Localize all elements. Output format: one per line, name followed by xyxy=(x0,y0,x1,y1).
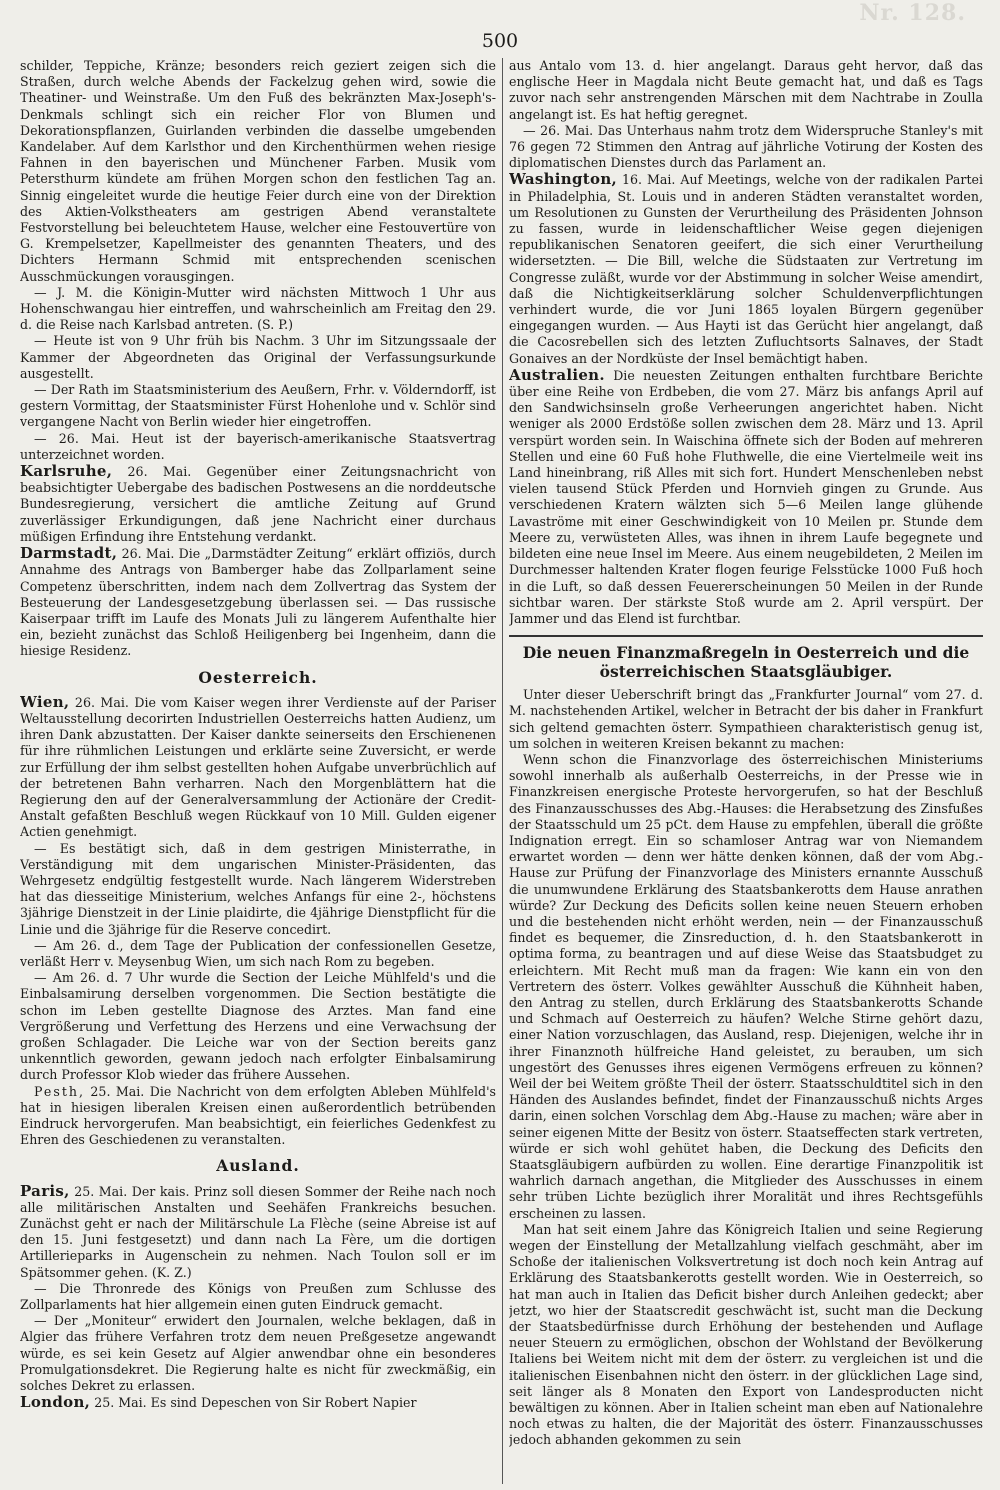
dispatch-wien xyxy=(20,694,496,841)
dispatch-text: 25. Mai. Der kais. Prinz soll diesen Sommer der Reihe nach noch alle militärischen Anstalten und Seehäfen Frankreichs besuchen. Zunächst geht er nach der Militärschule La Flèche (seine Abreise ist auf den 15. Juni festgesetzt) und dann nach La Fère, um die dortigen Artillerieparks in Augenschein zu nehmen. Nach Toulon soll er im Spätsommer gehen. (K. Z.) xyxy=(20,1183,496,1280)
dispatch-darmstadt xyxy=(20,545,496,659)
bleed-through-header: Nr. 128. xyxy=(859,0,966,26)
paragraph: — 26. Mai. Das Unterhaus nahm trotz dem Widerspruche Stanley's mit 76 gegen 72 Stimmen den Antrag auf jährliche Votirung der Kosten des diplomatischen Dienstes durch das Parlament an. xyxy=(509,122,983,171)
paragraph: Wenn schon die Finanzvorlage des österreichischen Ministeriums sowohl innerhalb als außerhalb Oesterreichs, in der Presse wie in Finanzkreisen energische Proteste hervorgerufen, so hat der Beschluß des Finanzausschusses des Abg.-Hauses: die Herabsetzung des Zinsfußes der Staatsschuld um 25 pCt. dem Hause zu empfehlen, überall die größte Indignation erregt. Ein so schamloser Antrag war von Niemandem erwartet worden — denn wer hätte denken können, daß der vom Abg.-Hause zur Prüfung der Finanzvorlage des Ministers ernannte Ausschuß die unumwundene Erklärung des Staatsbankerotts dem Hause anrathen würde? Zur Deckung des Deficits sollen keine neuen Steuern erhoben und die bestehenden nicht erhöht werden, nein — der Finanzausschuß findet es bequemer, die Zinsreduction, d. h. den Staatsbankerott in optima forma, zu beantragen und auf diese Weise das Staatsbudget zu erleichtern. Mit Recht muß man da fragen: Wie kann ein von den Vertretern des österr. Volkes gewählter Ausschuß die Kühnheit haben, den Antrag zu stellen, durch Erklärung des Staatsbankerotts Schande und Schmach auf Oesterreich zu häufen? Welche Stirne gehört dazu, einer Nation vorzuschlagen, das Ausland, resp. Diejenigen, welche ihr in ihrer Finanznoth hülfreiche Hand geleistet, zu berauben, um sich ungestört des Genusses ihres eigenen Vermögens erfreuen zu können? Weil der bei Weitem größte Theil der österr. Staatsschuldtitel sich in den Händen des Auslandes befindet, findet der Finanzausschuß nichts Arges darin, einen solchen Vorschlag dem Abg.-Hause zu machen; wäre aber in seiner eigenen Mitte der Besitz von österr. Staatseffecten stark vertreten, würde er sich wohl gehütet haben, die Deckung des Deficits den Staatsgläubigern aufbürden zu wollen. Eine derartige Finanzpolitik ist wahrlich darnach angethan, die Mitglieder des Ausschusses in einem sehr trüben Lichte bezüglich ihrer Moralität und ihres Rechtsgefühls erscheinen zu lassen. xyxy=(509,751,983,1221)
paragraph: — Am 26. d., dem Tage der Publication der confessionellen Gesetze, verläßt Herr v. Meysenbug Wien, um sich nach Rom zu begeben. xyxy=(20,937,496,969)
paragraph: — Die Thronrede des Königs von Preußen zum Schlusse des Zollparlaments hat hier allgemein einen guten Eindruck gemacht. xyxy=(20,1280,496,1313)
dateline-place: Australien. xyxy=(509,365,605,384)
dateline-place: Wien, xyxy=(20,692,70,711)
left-column xyxy=(20,58,496,1484)
column-rule xyxy=(502,58,503,1484)
dispatch-text: 25. Mai. Die Nachricht von dem erfolgten Ableben Mühlfeld's hat in hiesigen liberalen Kreisen einen außerordentlich betrübenden Eindruck hervorgerufen. Man beabsichtigt, ein feierliches Gedenkfest zu Ehren des Geschiedenen zu veranstalten. xyxy=(20,1083,496,1148)
paragraph: — 26. Mai. Heut ist der bayerisch-amerikanische Staatsvertrag unterzeichnet worden. xyxy=(20,430,496,462)
dateline-place: Washington, xyxy=(509,170,618,189)
paragraph: — Der „Moniteur“ erwidert den Journalen, welche beklagen, daß in Algier das frühere Verfahren trotz dem neuen Preßgesetze angewandt würde, es sei kein Gesetz auf Algier anwendbar ohne ein besonderes Promulgationsdekret. Die Regierung halte es nicht für zweckmäßig, ein solches Dekret zu erlassen. xyxy=(20,1313,496,1394)
paragraph: — Am 26. d. 7 Uhr wurde die Section der Leiche Mühlfeld's und die Einbalsamirung derselben vorgenommen. Die Section bestätigte die schon im Leben gestellte Diagnose des Arztes. Man fand eine Vergrößerung und Verfettung des Herzens und eine Verwachsung der großen Schlagader. Die Leiche war von der Section bereits ganz unkenntlich geworden, gewann jedoch nach erfolgter Einbalsamirung durch Professor Klob wieder das frühere Aussehen. xyxy=(20,970,496,1083)
paragraph: — Heute ist von 9 Uhr früh bis Nachm. 3 Uhr im Sitzungssaale der Kammer der Abgeordneten das Original der Verfassungsurkunde ausgestellt. xyxy=(20,333,496,381)
dispatch-karlsruhe xyxy=(20,463,496,545)
dateline-place: London, xyxy=(20,1393,91,1412)
section-heading: Oesterreich. xyxy=(198,667,318,687)
dateline-place: Pesth, xyxy=(34,1083,85,1099)
paragraph: — Der Rath im Staatsministerium des Aeußern, Frhr. v. Völderndorff, ist gestern Vormittag, der Staatsminister Fürst Hohenlohe und v. Schlör sind vergangene Nacht von Berlin wieder hier eingetroffen. xyxy=(20,382,496,430)
dispatch-text: 25. Mai. Es sind Depeschen von Sir Robert Napier xyxy=(90,1395,417,1411)
dispatch-text: 16. Mai. Auf Meetings, welche von der radikalen Partei in Philadelphia, St. Louis und in anderen Städten veranstaltet worden, um Resolutionen zu Gunsten der Verurtheilung des Präsidenten Johnson zu fassen, wurde in leidenschaftlicher Weise gegen diejenigen republikanischen Senatoren geeifert, die sich einer Verurtheilung widersetzten. — Die Bill, welche die Südstaaten zur Vertretung im Congresse zuläßt, wurde vor der Abstimmung in solcher Weise amendirt, daß die Nichtigkeitserklärung solcher Schuldenverpflichtungen verhindert wurde, die vor Juni 1865 loyalen Bürgern gegenüber eingegangen wurden. — Aus Hayti ist das Gerücht hier angelangt, daß die Cacosrebellen sich des letzten Zufluchtsorts Salnaves, der Stadt Gonaives an der Nordküste der Insel bemächtigt haben. xyxy=(509,172,983,366)
dispatch-australien xyxy=(509,367,983,627)
paragraph: — Es bestätigt sich, daß in dem gestrigen Ministerrathe, in Verständigung mit dem ungarischen Minister-Präsidenten, das Wehrgesetz endgültig festgestellt wurde. Nach längerem Widerstreben hat das diesseitige Ministerium, welches Anfangs für eine 2-, höchstens 3jährige Dienstzeit in der Linie plaidirte, die 4jährige Dienstpflicht für die Linie und die 3jährige für die Reserve concedirt. xyxy=(20,840,496,937)
section-heading: Ausland. xyxy=(216,1156,300,1176)
paragraph: schilder, Teppiche, Kränze; besonders reich geziert zeigen sich die Straßen, durch welche Abends der Fackelzug gehen wird, sowie die Theatiner- und Weinstraße. Um den Fuß des bekränzten Max-Joseph's-Denkmals schlingt sich ein reicher Flor von Blumen und Dekorationspflanzen, Guirlanden verbinden die dasselbe umgebenden Kandelaber. Auf dem Karlsthor und den Kirchenthürmen wehen riesige Fahnen in den bayerischen und Münchener Farben. Musik vom Petersthurm kündete am frühen Morgen schon den festlichen Tag an. Sinnig eingeleitet wurde die heutige Feier durch eine von der Direktion des Aktien-Volkstheaters am gestrigen Abend veranstaltete Festvorstellung bei beleuchtetem Hause, welcher eine Festouvertüre von G. Krempelsetzer, Kapellmeister des genannten Theaters, und des Dichters Hermann Schmid mit entsprechenden scenischen Ausschmückungen vorausgingen. xyxy=(20,58,496,284)
article-headline: Die neuen Finanzmaßregeln in Oesterreich und die österreichischen Staatsgläubiger. xyxy=(509,635,983,681)
dispatch-washington xyxy=(509,171,983,366)
dateline-place: Karlsruhe, xyxy=(20,462,113,481)
paragraph: — J. M. die Königin-Mutter wird nächsten Mittwoch 1 Uhr aus Hohenschwangau hier eintreffen, und wahrscheinlich am Freitag den 29. d. die Reise nach Karlsbad antreten. (S. P.) xyxy=(20,284,496,333)
dispatch-london xyxy=(20,1394,496,1411)
dispatch-pesth xyxy=(20,1084,496,1149)
dispatch-text: 26. Mai. Gegenüber einer Zeitungsnachricht von beabsichtigter Uebergabe des badischen Postwesens an die norddeutsche Bundesregierung, versichert die amtliche Zeitung auf Grund zuverlässiger Erkundigungen, daß jene Nachricht einer durchaus müßigen Erfindung ihre Entstehung verdankt. xyxy=(20,464,496,544)
dispatch-paris xyxy=(20,1183,496,1281)
dispatch-text: Die neuesten Zeitungen enthalten furchtbare Berichte über eine Reihe von Erdbeben, die vom 27. März bis anfangs April auf den Sandwichsinseln große Verheerungen angerichtet haben. Nicht weniger als 2000 Erdstöße sollen zwischen dem 28. März und 13. April verspürt worden sein. In Waischina öffnete sich der Boden auf mehreren Stellen und eine 60 Fuß hohe Fluthwelle, die eine Viertelmeile weit ins Land hineinbrang, riß Alles mit sich fort. Hundert Menschenleben nebst vielen tausend Stück Pferden und Hornvieh gingen zu Grunde. Aus verschiedenen Kratern wälzten sich 5—6 Meilen lange glühende Lavaströme mit einer Geschwindigkeit von 10 Meilen pr. Stunde dem Meere zu, verwüsteten Alles, was ihnen in ihrem Laufe begegnete und bildeten eine neue Insel im Meere. Aus einem neugebildeten, 2 Meilen im Durchmesser haltenden Krater flogen feurige Felsstücke 1000 Fuß hoch in die Luft, so daß dessen Feuererscheinungen 50 Meilen in der Runde sichtbar waren. Der stärkste Stoß wurde am 2. April verspürt. Der Jammer und das Elend ist furchtbar. xyxy=(509,367,983,626)
paragraph: Unter dieser Ueberschrift bringt das „Frankfurter Journal“ vom 27. d. M. nachstehenden Artikel, welcher in Betracht der bis daher in Frankfurt sich geltend gemachten österr. Sympathieen charakteristisch genug ist, um solchen in weiteren Kreisen bekannt zu machen: xyxy=(509,687,983,751)
dispatch-text: 26. Mai. Die „Darmstädter Zeitung“ erklärt offiziös, durch Annahme des Antrags von Bamberger habe das Zollparlament seine Competenz überschritten, indem nach dem Zollvertrag das System der Besteuerung der Landesgesetzgebung überlassen sei. — Das russische Kaiserpaar trifft im Laufe des Monats Juli zu längerem Aufenthalte hier ein, bezieht zunächst das Schloß Heiligenberg bei Ingenheim, dann die hiesige Residenz. xyxy=(20,546,496,659)
paragraph: aus Antalo vom 13. d. hier angelangt. Daraus geht hervor, daß das englische Heer in Magdala nicht Beute gemacht hat, und daß es Tags zuvor nach sehr anstrengenden Märschen mit dem Nachtrabe in Zoulla angelangt ist. Es hat heftig geregnet. xyxy=(509,58,983,122)
dateline-place: Darmstadt, xyxy=(20,544,118,563)
paragraph: Man hat seit einem Jahre das Königreich Italien und seine Regierung wegen der Einstellung der Metallzahlung vielfach geschmäht, aber im Schoße der italienischen Volksvertretung ist doch noch kein Antrag auf Erklärung des Staatsbankerotts gestellt worden. Wie in Oesterreich, so hat man auch in Italien das Deficit bisher durch Anleihen gedeckt; aber jetzt, wo hier der Staatscredit geschwächt ist, sucht man die Deckung der Staatsbedürfnisse durch Erhöhung der bestehenden und Auflage neuer Steuern zu ermöglichen, obschon der Wohlstand der Bevölkerung Italiens bei Weitem nicht mit dem der österr. zu vergleichen ist und die italienischen Eisenbahnen nicht den österr. in der glücklichen Lage sind, seit länger als 8 Monaten den Export von Landesproducten nicht bewältigen zu können. Aber in Italien scheint man eben auf Nationalehre noch etwas zu halten, die der Majorität des österr. Finanzausschusses jedoch abhanden gekommen zu sein xyxy=(509,1221,983,1448)
right-column xyxy=(509,58,983,1484)
dispatch-text: 26. Mai. Die vom Kaiser wegen ihrer Verdienste auf der Pariser Weltausstellung decorirten Industriellen Oesterreichs hatten Audienz, um ihren Dank abzustatten. Der Kaiser dankte seinerseits den Erschienenen für ihre rühmlichen Leistungen und erklärte seine Zuversicht, er werde zur Erfüllung der ihm selbst gestellten hohen Aufgabe unverbrüchlich auf der betretenen Bahn verharren. Nach den Morgenblättern hat die Regierung den auf der Generalversammlung der Actionäre der Credit-Anstalt gefaßten Beschluß wegen Rückkauf von 10 Mill. Gulden eigener Actien genehmigt. xyxy=(20,694,496,840)
dateline-place: Paris, xyxy=(20,1181,70,1200)
page-number: 500 xyxy=(481,30,519,52)
